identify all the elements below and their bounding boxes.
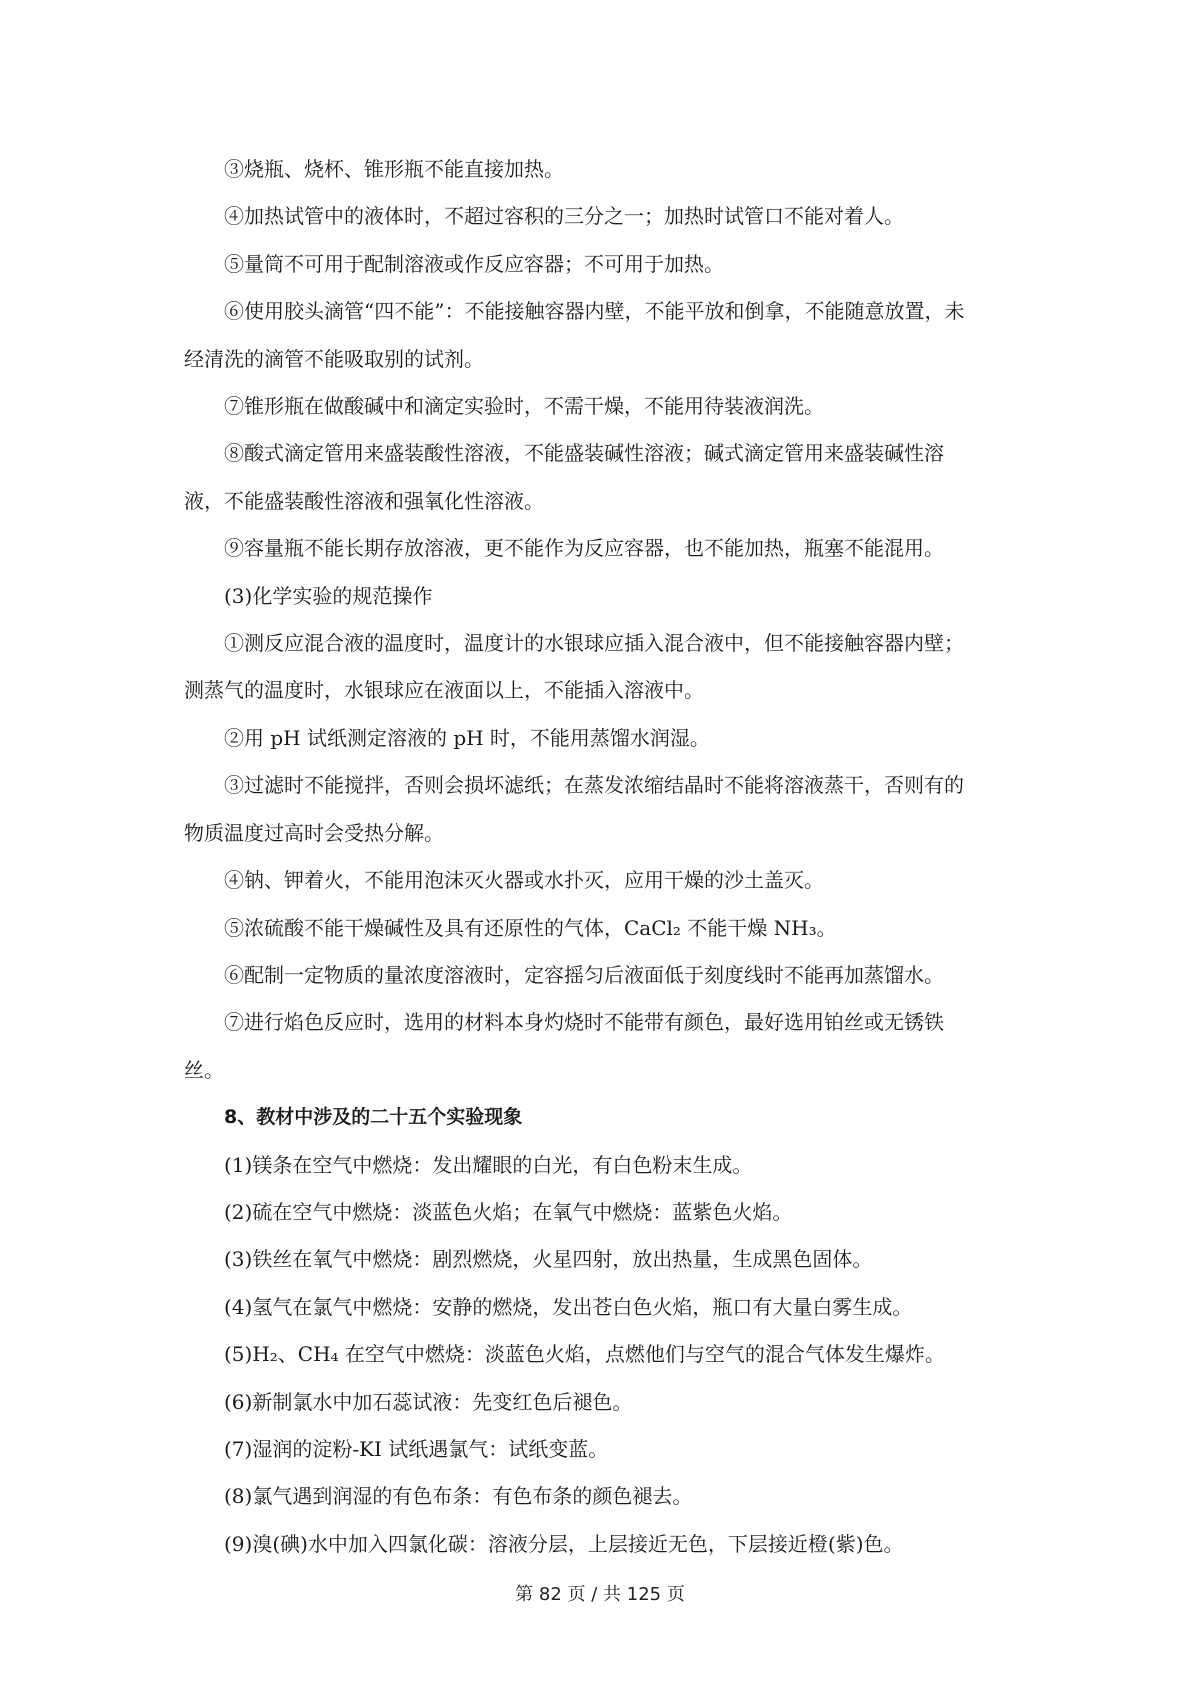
text-line: ⑧酸式滴定管用来盛装酸性溶液，不能盛装碱性溶液；碱式滴定管用来盛装碱性溶 <box>224 441 944 466</box>
text-line: ③烧瓶、烧杯、锥形瓶不能直接加热。 <box>224 157 564 181</box>
text-line: ⑥配制一定物质的量浓度溶液时，定容摇匀后液面低于刻度线时不能再加蒸馏水。 <box>224 962 944 987</box>
text-line: (1)镁条在空气中燃烧：发出耀眼的白光，有白色粉末生成。 <box>224 1152 753 1177</box>
text-line: 丝。 <box>184 1057 224 1082</box>
text-line: ④钠、钾着火，不能用泡沫灭火器或水扑灭，应用干燥的沙土盖灭。 <box>224 868 824 893</box>
text-line: ⑦进行焰色反应时，选用的材料本身灼烧时不能带有颜色，最好选用铂丝或无锈铁 <box>224 1010 944 1035</box>
text-line: 液，不能盛装酸性溶液和强氧化性溶液。 <box>184 488 544 513</box>
text-line: (4)氢气在氯气中燃烧：安静的燃烧，发出苍白色火焰，瓶口有大量白雾生成。 <box>224 1294 913 1319</box>
section-heading: 8、教材中涉及的二十五个实验现象 <box>224 1106 523 1129</box>
text-line: ④加热试管中的液体时，不超过容积的三分之一；加热时试管口不能对着人。 <box>224 204 904 229</box>
text-line: 经清洗的滴管不能吸取别的试剂。 <box>184 346 484 371</box>
text-line: ⑤浓硫酸不能干燥碱性及具有还原性的气体，CaCl₂ 不能干燥 NH₃。 <box>224 915 837 940</box>
text-line: ⑨容量瓶不能长期存放溶液，更不能作为反应容器，也不能加热，瓶塞不能混用。 <box>224 536 944 561</box>
text-line: (2)硫在空气中燃烧：淡蓝色火焰；在氧气中燃烧：蓝紫色火焰。 <box>224 1199 793 1224</box>
text-line: ③过滤时不能搅拌，否则会损坏滤纸；在蒸发浓缩结晶时不能将溶液蒸干，否则有的 <box>224 773 964 798</box>
text-line: 物质温度过高时会受热分解。 <box>184 820 444 845</box>
text-line: ⑤量筒不可用于配制溶液或作反应容器；不可用于加热。 <box>224 251 724 276</box>
text-line: (6)新制氯水中加石蕊试液：先变红色后褪色。 <box>224 1389 633 1414</box>
text-line: (8)氯气遇到润湿的有色布条：有色布条的颜色褪去。 <box>224 1484 693 1509</box>
section-subheading: (3)化学实验的规范操作 <box>224 583 433 608</box>
text-line: (3)铁丝在氧气中燃烧：剧烈燃烧，火星四射，放出热量，生成黑色固体。 <box>224 1247 873 1272</box>
text-line: ②用 pH 试纸测定溶液的 pH 时，不能用蒸馏水润湿。 <box>224 725 710 750</box>
text-line: (9)溴(碘)水中加入四氯化碳：溶液分层，上层接近无色，下层接近橙(紫)色。 <box>224 1531 904 1556</box>
text-line: ①测反应混合液的温度时，温度计的水银球应插入混合液中，但不能接触容器内壁； <box>224 631 964 656</box>
page-number-footer: 第 82 页 / 共 125 页 <box>515 1584 685 1605</box>
text-line: (5)H₂、CH₄ 在空气中燃烧：淡蓝色火焰，点燃他们与空气的混合气体发生爆炸。 <box>224 1342 945 1367</box>
document-body <box>184 146 1016 1568</box>
text-line: ⑥使用胶头滴管“四不能”：不能接触容器内壁，不能平放和倒拿，不能随意放置，未 <box>224 299 965 324</box>
text-line: 测蒸气的温度时，水银球应在液面以上，不能插入溶液中。 <box>184 678 704 703</box>
text-line: (7)湿润的淀粉-KI 试纸遇氯气：试纸变蓝。 <box>224 1436 609 1461</box>
text-line: ⑦锥形瓶在做酸碱中和滴定实验时，不需干燥，不能用待装液润洗。 <box>224 394 824 419</box>
